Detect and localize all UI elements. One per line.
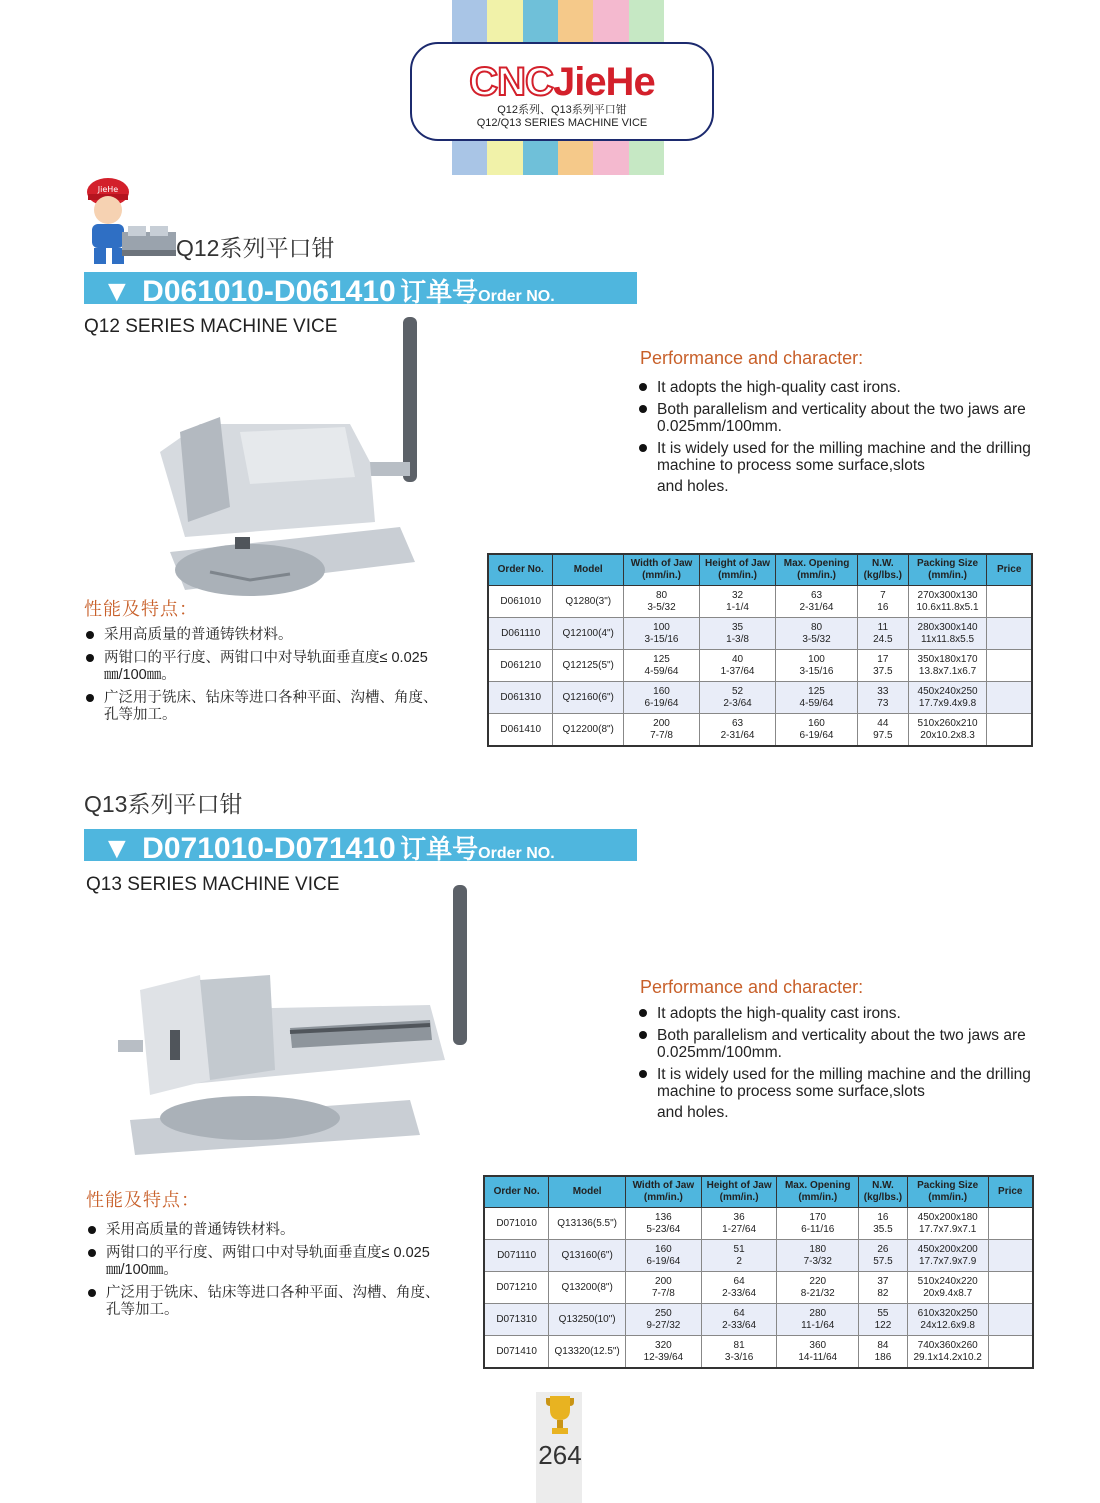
- cell-packing-size: [908, 650, 987, 682]
- q13-perf-text-1: It adopts the high-quality cast irons.: [657, 1005, 901, 1022]
- cell-packing-size-value: 17.7x9.4x9.8: [918, 697, 977, 709]
- q13-table-header-row: [484, 1176, 1033, 1208]
- q13-cn-item: [86, 1222, 446, 1239]
- cell-max-opening-value: 6-11/16: [801, 1223, 835, 1235]
- cell-max-opening: [777, 1272, 859, 1304]
- cell-model: Q12200(8"): [553, 714, 624, 747]
- cell-packing-size-value: 610x320x250: [917, 1307, 978, 1319]
- cell-max-opening-value: 125: [808, 685, 825, 697]
- cell-order-no: D071210: [484, 1272, 549, 1304]
- q12-cn-text-1: 采用高质量的普通铸铁材料。: [104, 627, 293, 643]
- cell-height-of-jaw-value: 2: [736, 1255, 742, 1267]
- cell-packing-size: [907, 1208, 988, 1240]
- cell-height-of-jaw-value: 2-33/64: [722, 1287, 757, 1299]
- cell-net-weight: [857, 586, 908, 618]
- cell-order-no: D061310: [488, 682, 553, 714]
- cell-max-opening-value: 80: [810, 621, 823, 633]
- cell-model: Q13200(8"): [549, 1272, 626, 1304]
- cell-max-opening: [777, 1336, 859, 1369]
- cell-packing-size-value: 510x240x220: [917, 1275, 978, 1287]
- cell-packing-size: [907, 1272, 988, 1304]
- cell-width-of-jaw-value: 7-7/8: [650, 729, 673, 741]
- cell-width-of-jaw-value: 3-15/16: [644, 633, 679, 645]
- cell-packing-size-value: 13.8x7.1x6.7: [918, 665, 977, 677]
- cell-width-of-jaw: [624, 618, 700, 650]
- q13-cn-text-3: 广泛用于铣床、钻床等进口各种平面、沟槽、角度、孔等加工。: [106, 1285, 440, 1318]
- cell-height-of-jaw-value: 35: [731, 621, 744, 633]
- cell-packing-size: [907, 1240, 988, 1272]
- col-width-of-jaw: Width of Jaw (mm/in.): [624, 554, 700, 586]
- q12-perf-item: [637, 379, 1037, 396]
- brand-jiehe: JieHe: [552, 60, 655, 104]
- cell-net-weight-value: 97.5: [873, 729, 893, 741]
- cell-max-opening: [777, 1240, 859, 1272]
- q12-table-header-row: [488, 554, 1032, 586]
- q12-perf-text-4: and holes.: [657, 478, 729, 495]
- cell-width-of-jaw-value: 100: [653, 621, 670, 633]
- q13-cn-item: [86, 1245, 446, 1279]
- cell-max-opening-value: 6-19/64: [799, 729, 834, 741]
- cell-net-weight: [857, 618, 908, 650]
- cell-height-of-jaw-value: 64: [733, 1307, 745, 1319]
- cell-price: [988, 1304, 1033, 1336]
- cell-model: Q12160(6"): [553, 682, 624, 714]
- q12-perf-item: [637, 401, 1037, 435]
- cell-height-of-jaw: [700, 618, 776, 650]
- cell-width-of-jaw: [626, 1208, 702, 1240]
- col-height-of-jaw: Height of Jaw (mm/in.): [701, 1176, 777, 1208]
- q12-features-cn-title: 性能及特点：: [84, 599, 198, 619]
- col-packing-size: Packing Size (mm/in.): [908, 554, 987, 586]
- cell-packing-size-value: 17.7x7.9x7.9: [919, 1255, 977, 1267]
- q13-title: Q13系列平口钳: [84, 791, 243, 817]
- q13-cn-item: [86, 1285, 446, 1319]
- cell-packing-size-value: 24x12.6x9.8: [920, 1319, 975, 1331]
- cell-order-no: D061010: [488, 586, 553, 618]
- cell-packing-size: [908, 714, 987, 747]
- q13-subtitle-en: Q13 SERIES MACHINE VICE: [86, 874, 340, 895]
- cell-width-of-jaw: [626, 1304, 702, 1336]
- table-row: [484, 1336, 1033, 1369]
- table-row: [488, 714, 1032, 747]
- cell-net-weight-value: 16: [877, 1211, 889, 1223]
- cell-height-of-jaw-value: 1-27/64: [722, 1223, 757, 1235]
- cell-net-weight-value: 37.5: [873, 665, 893, 677]
- table-row: [484, 1240, 1033, 1272]
- cell-max-opening-value: 4-59/64: [799, 697, 834, 709]
- cell-width-of-jaw: [624, 714, 700, 747]
- cell-net-weight: [857, 714, 908, 747]
- cell-max-opening-value: 2-31/64: [799, 601, 834, 613]
- cell-width-of-jaw-value: 200: [655, 1275, 672, 1287]
- cell-packing-size-value: 350x180x170: [917, 653, 978, 665]
- cell-width-of-jaw-value: 125: [653, 653, 670, 665]
- cell-net-weight-value: 84: [877, 1339, 889, 1351]
- cell-max-opening-value: 11-1/64: [801, 1319, 835, 1331]
- cell-order-no: D061210: [488, 650, 553, 682]
- cell-net-weight: [859, 1240, 908, 1272]
- q13-perf-item: [637, 1005, 1037, 1022]
- cell-max-opening-value: 160: [808, 717, 825, 729]
- cell-net-weight-value: 11: [877, 621, 889, 633]
- cell-max-opening-value: 3-15/16: [799, 665, 834, 677]
- q13-order-banner: [84, 829, 637, 861]
- q12-cn-text-3: 广泛用于铣床、钻床等进口各种平面、沟槽、角度、孔等加工。: [104, 690, 438, 723]
- cell-packing-size-value: 20x9.4x8.7: [923, 1287, 973, 1299]
- cell-net-weight-value: 33: [877, 685, 889, 697]
- cell-width-of-jaw-value: 12-39/64: [643, 1351, 684, 1363]
- table-row: [488, 586, 1032, 618]
- cell-height-of-jaw-value: 52: [731, 685, 744, 697]
- q13-cn-text-1: 采用高质量的普通铸铁材料。: [106, 1222, 295, 1238]
- cell-net-weight-value: 7: [880, 589, 886, 601]
- q12-order-banner: [84, 272, 637, 304]
- cell-model: Q13250(10"): [549, 1304, 626, 1336]
- cell-height-of-jaw: [701, 1240, 777, 1272]
- cell-width-of-jaw-value: 6-19/64: [644, 697, 679, 709]
- q12-vice-product-image: [140, 312, 430, 612]
- q12-spec-table: [487, 553, 1033, 747]
- header-subtitle-cn: Q12系列、Q13系列平口钳: [497, 104, 627, 116]
- q12-features-cn-list: [84, 627, 444, 730]
- cell-price: [988, 1208, 1033, 1240]
- cell-net-weight-value: 26: [877, 1243, 889, 1255]
- q13-perf-text-4: and holes.: [657, 1104, 729, 1121]
- col-model: Model: [549, 1176, 626, 1208]
- cell-packing-size-value: 740x360x260: [917, 1339, 978, 1351]
- cell-price: [987, 650, 1032, 682]
- q13-perf-item: [637, 1066, 1037, 1121]
- cell-net-weight-value: 186: [874, 1351, 892, 1363]
- cell-price: [987, 714, 1032, 747]
- brand-cnc: CNC: [469, 60, 553, 104]
- col-packing-size: Packing Size (mm/in.): [907, 1176, 988, 1208]
- q12-perf-text-1: It adopts the high-quality cast irons.: [657, 379, 901, 396]
- cell-model: Q12125(5"): [553, 650, 624, 682]
- cell-net-weight-value: 44: [877, 717, 889, 729]
- cell-packing-size-value: 280x300x140: [917, 621, 978, 633]
- cell-price: [987, 618, 1032, 650]
- q13-perf-item: [637, 1027, 1037, 1061]
- cell-height-of-jaw-value: 32: [731, 589, 744, 601]
- cell-net-weight: [859, 1272, 908, 1304]
- cell-height-of-jaw: [701, 1272, 777, 1304]
- cell-height-of-jaw-value: 2-31/64: [720, 729, 755, 741]
- cell-net-weight: [859, 1336, 908, 1369]
- cell-max-opening-value: 3-5/32: [802, 633, 831, 645]
- cell-net-weight-value: 55: [877, 1307, 889, 1319]
- cell-max-opening-value: 220: [809, 1275, 827, 1287]
- cell-price: [987, 586, 1032, 618]
- col-net-weight: N.W. (kg/lbs.): [857, 554, 908, 586]
- cell-packing-size-value: 510x260x210: [917, 717, 978, 729]
- col-height-of-jaw: Height of Jaw (mm/in.): [700, 554, 776, 586]
- q12-subtitle-en: Q12 SERIES MACHINE VICE: [84, 316, 338, 337]
- header-subtitle-en: Q12/Q13 SERIES MACHINE VICE: [476, 117, 648, 129]
- cell-packing-size: [908, 682, 987, 714]
- cell-net-weight-value: 57.5: [873, 1255, 893, 1267]
- cell-net-weight-value: 24.5: [873, 633, 893, 645]
- cell-height-of-jaw-value: 1-37/64: [720, 665, 755, 677]
- cell-order-no: D071410: [484, 1336, 549, 1369]
- cell-height-of-jaw-value: 63: [731, 717, 744, 729]
- cell-height-of-jaw-value: 81: [733, 1339, 745, 1351]
- cell-height-of-jaw-value: 64: [733, 1275, 745, 1287]
- cell-width-of-jaw-value: 9-27/32: [646, 1319, 681, 1331]
- cell-model: Q13320(12.5"): [549, 1336, 626, 1369]
- cell-height-of-jaw: [700, 682, 776, 714]
- cell-packing-size-value: 10.6x11.8x5.1: [916, 601, 979, 613]
- q13-performance-list: [637, 1005, 1037, 1126]
- q12-order-range: D061010-D061410: [142, 275, 396, 304]
- cell-order-no: D061410: [488, 714, 553, 747]
- cell-price: [987, 682, 1032, 714]
- col-width-of-jaw: Width of Jaw (mm/in.): [626, 1176, 702, 1208]
- cell-packing-size-value: 29.1x14.2x10.2: [913, 1351, 982, 1363]
- table-row: [488, 682, 1032, 714]
- cell-height-of-jaw-value: 51: [733, 1243, 745, 1255]
- cell-net-weight: [857, 682, 908, 714]
- cell-net-weight-value: 122: [874, 1319, 892, 1331]
- q12-cn-item: [84, 627, 444, 644]
- cell-net-weight-value: 35.5: [873, 1223, 893, 1235]
- cell-max-opening: [777, 1208, 859, 1240]
- cell-height-of-jaw: [700, 650, 776, 682]
- cell-model: Q12100(4"): [553, 618, 624, 650]
- cell-max-opening-value: 280: [809, 1307, 827, 1319]
- q13-performance-title: Performance and character:: [640, 977, 864, 997]
- brand-name: [412, 60, 712, 104]
- q13-spec-table: [483, 1175, 1034, 1369]
- cell-width-of-jaw-value: 160: [655, 1243, 672, 1255]
- cell-height-of-jaw: [701, 1208, 777, 1240]
- q12-performance-title: Performance and character:: [640, 348, 864, 368]
- cell-packing-size-value: 11x11.8x5.5: [921, 633, 975, 645]
- q13-perf-text-2: Both parallelism and verticality about the two jaws are 0.025mm/100mm.: [657, 1027, 1026, 1061]
- cell-max-opening-value: 360: [809, 1339, 827, 1351]
- cell-packing-size-value: 17.7x7.9x7.1: [919, 1223, 977, 1235]
- cell-width-of-jaw: [624, 650, 700, 682]
- q12-order-label-en: Order NO.: [478, 288, 555, 304]
- brand-logo: [410, 42, 714, 141]
- mascot-cap-text: JieHe: [97, 185, 119, 194]
- cell-height-of-jaw: [701, 1336, 777, 1369]
- cell-height-of-jaw-value: 3-3/16: [724, 1351, 754, 1363]
- cell-max-opening: [776, 618, 858, 650]
- cell-max-opening-value: 7-3/32: [803, 1255, 832, 1267]
- cell-max-opening: [776, 586, 858, 618]
- cell-order-no: D071310: [484, 1304, 549, 1336]
- cell-model: Q1280(3"): [553, 586, 624, 618]
- q12-cn-text-2: 两钳口的平行度、两钳口中对导轨面垂直度≤ 0.025㎜/100㎜。: [104, 650, 428, 683]
- cell-order-no: D071110: [484, 1240, 549, 1272]
- cell-width-of-jaw-value: 7-7/8: [651, 1287, 675, 1299]
- cell-max-opening-value: 180: [809, 1243, 827, 1255]
- q12-perf-item: [637, 440, 1037, 495]
- cell-width-of-jaw-value: 250: [655, 1307, 672, 1319]
- cell-width-of-jaw: [624, 586, 700, 618]
- q13-order-label-en: Order NO.: [478, 845, 555, 861]
- col-order-no: Order No.: [488, 554, 553, 586]
- cell-max-opening-value: 100: [808, 653, 825, 665]
- cell-model: Q13136(5.5"): [549, 1208, 626, 1240]
- cell-price: [988, 1240, 1033, 1272]
- q13-cn-text-2: 两钳口的平行度、两钳口中对导轨面垂直度≤ 0.025㎜/100㎜。: [106, 1245, 430, 1278]
- cell-net-weight-value: 82: [877, 1287, 889, 1299]
- cell-width-of-jaw-value: 320: [655, 1339, 672, 1351]
- col-max-opening: Max. Opening (mm/in.): [776, 554, 858, 586]
- q13-features-cn-title: 性能及特点：: [86, 1190, 200, 1210]
- cell-packing-size-value: 450x200x200: [917, 1243, 978, 1255]
- cell-width-of-jaw: [626, 1240, 702, 1272]
- col-model: Model: [553, 554, 624, 586]
- cell-packing-size: [907, 1304, 988, 1336]
- cell-width-of-jaw: [624, 682, 700, 714]
- banner-arrow-icon: ▼: [102, 832, 132, 861]
- cell-width-of-jaw-value: 80: [655, 589, 668, 601]
- table-row: [484, 1304, 1033, 1336]
- cell-max-opening-value: 170: [809, 1211, 827, 1223]
- cell-max-opening-value: 8-21/32: [800, 1287, 835, 1299]
- cell-width-of-jaw-value: 160: [653, 685, 670, 697]
- table-row: [488, 650, 1032, 682]
- q13-perf-text-3: It is widely used for the milling machine and the drilling machine to process some surface,slots: [657, 1066, 1031, 1100]
- q13-order-label-cn: 订单号: [400, 834, 479, 861]
- cell-height-of-jaw: [701, 1304, 777, 1336]
- col-order-no: Order No.: [484, 1176, 549, 1208]
- cell-width-of-jaw-value: 5-23/64: [646, 1223, 681, 1235]
- q12-perf-text-2: Both parallelism and verticality about the two jaws are 0.025mm/100mm.: [657, 401, 1026, 435]
- cell-packing-size-value: 20x10.2x8.3: [920, 729, 975, 741]
- cell-packing-size: [908, 586, 987, 618]
- cell-max-opening: [776, 650, 858, 682]
- col-price: Price: [988, 1176, 1033, 1208]
- cell-max-opening-value: 14-11/64: [798, 1351, 838, 1363]
- page-number: 264: [538, 1440, 582, 1470]
- q13-features-cn-list: [86, 1222, 446, 1325]
- cell-max-opening-value: 63: [810, 589, 823, 601]
- q12-title: Q12系列平口钳: [176, 235, 335, 261]
- trophy-icon: [544, 1394, 576, 1438]
- cell-net-weight-value: 16: [877, 601, 889, 613]
- cell-width-of-jaw: [626, 1336, 702, 1369]
- cell-width-of-jaw-value: 200: [653, 717, 670, 729]
- q12-cn-item: [84, 690, 444, 724]
- q12-cn-item: [84, 650, 444, 684]
- cell-net-weight-value: 73: [877, 697, 889, 709]
- col-max-opening: Max. Opening (mm/in.): [777, 1176, 859, 1208]
- cell-net-weight: [857, 650, 908, 682]
- table-row: [484, 1208, 1033, 1240]
- cell-width-of-jaw-value: 136: [655, 1211, 672, 1223]
- cell-max-opening: [777, 1304, 859, 1336]
- cell-height-of-jaw: [700, 714, 776, 747]
- cell-price: [988, 1272, 1033, 1304]
- cell-packing-size-value: 450x240x250: [917, 685, 978, 697]
- cell-height-of-jaw: [700, 586, 776, 618]
- cell-height-of-jaw-value: 2-3/64: [723, 697, 752, 709]
- cell-height-of-jaw-value: 36: [733, 1211, 745, 1223]
- col-price: Price: [987, 554, 1032, 586]
- cell-width-of-jaw-value: 4-59/64: [644, 665, 679, 677]
- cell-width-of-jaw-value: 6-19/64: [646, 1255, 681, 1267]
- table-row: [484, 1272, 1033, 1304]
- cell-price: [988, 1336, 1033, 1369]
- cell-width-of-jaw: [626, 1272, 702, 1304]
- banner-arrow-icon: ▼: [102, 275, 132, 304]
- table-row: [488, 618, 1032, 650]
- q12-performance-list: [637, 379, 1037, 500]
- cell-model: Q13160(6"): [549, 1240, 626, 1272]
- cell-packing-size-value: 450x200x180: [917, 1211, 978, 1223]
- cell-height-of-jaw-value: 1-3/8: [726, 633, 749, 645]
- cell-max-opening: [776, 682, 858, 714]
- worker-mascot-icon: [78, 170, 178, 268]
- cell-net-weight-value: 17: [877, 653, 889, 665]
- q13-order-range: D071010-D071410: [142, 832, 396, 861]
- cell-max-opening: [776, 714, 858, 747]
- cell-net-weight-value: 37: [877, 1275, 889, 1287]
- q13-vice-product-image: [110, 880, 470, 1160]
- col-net-weight: N.W. (kg/lbs.): [859, 1176, 908, 1208]
- cell-order-no: D061110: [488, 618, 553, 650]
- cell-height-of-jaw-value: 40: [731, 653, 744, 665]
- cell-net-weight: [859, 1304, 908, 1336]
- cell-net-weight: [859, 1208, 908, 1240]
- cell-packing-size-value: 270x300x130: [917, 589, 978, 601]
- q12-perf-text-3: It is widely used for the milling machine and the drilling machine to process some surface,slots: [657, 440, 1031, 474]
- cell-packing-size: [908, 618, 987, 650]
- cell-width-of-jaw-value: 3-5/32: [647, 601, 676, 613]
- cell-packing-size: [907, 1336, 988, 1369]
- q12-order-label-cn: 订单号: [400, 277, 479, 304]
- cell-order-no: D071010: [484, 1208, 549, 1240]
- cell-height-of-jaw-value: 2-33/64: [722, 1319, 757, 1331]
- cell-height-of-jaw-value: 1-1/4: [726, 601, 749, 613]
